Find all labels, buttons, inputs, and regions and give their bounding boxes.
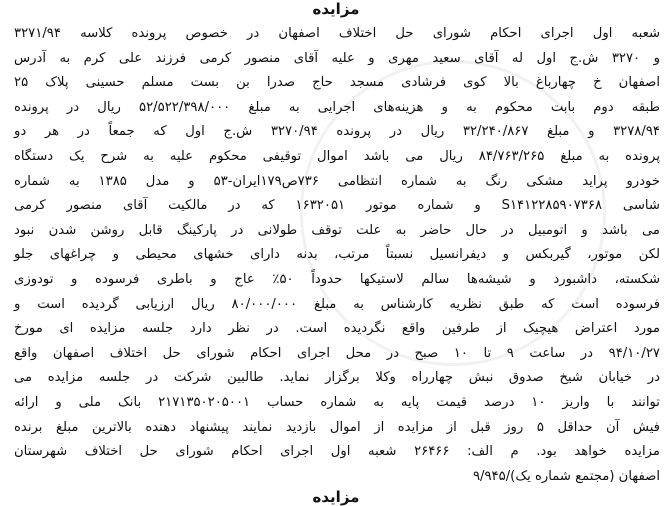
body-line: خودرو پراید مشکی رنگ به شماره انتظامی ۷۳۶ص۱۷۹ایران-۵۳ و مدل ۱۳۸۵ به شماره [14,173,660,189]
body-line: پرونده به مبلغ ۸۴/۷۶۳/۲۶۵ ریال می باشد اموال توقیفی محکوم علیه به شرح یک دستگاه [14,148,660,164]
body-line: توانند با واریز ۱۰ درصد قیمت پایه به شماره حساب ۲۱۷۱۳۵۰۲۰۵۰۰۱ بانک ملی و ارائه [14,394,660,410]
body-line: ۳۲۷۸/۹۴ و مبلغ ۳۲/۲۴۰/۸۶۷ ریال در پرونده ۳۲۷۰/۹۴ ش.ج اول که جمعاً در هر دو [14,124,661,140]
body-line: مزایده خواهد بود. م الف: ۲۶۴۶۶ شعبه اول اجرای احکام شورای حل اختلاف شهرستان [14,444,660,460]
body-line: در خیابان شیخ صدوق نبش چهارراه وکلا برگزار نماید. طالبین شرکت در جلسه مزایده می [14,370,660,386]
body-line: می باشد و اتومبیل در حال حاضر به علت توقف طولانی در پارکینگ قابل روشن شدن نبود [14,222,660,238]
body-line: اصفهان خ چهارباغ بالا کوی فرشادی مسجد حاج صدرا بن بست مسلم حسینی پلاک ۲۵ [14,75,660,91]
document-body [14,22,660,489]
body-line: مورد اعتراض هیچیک از طرفین واقع نگردیده است. در نظر دارد جلسه مزایده ای مورخ [14,321,660,337]
body-line: و ۳۲۷۰ ش.ج اول له آقای سعید مهری و علیه آقای منصور کرمی فرزند علی کرم به آدرس [14,50,660,66]
body-line: شاسی S۱۴۱۲۲۸۵۹۰۷۳۶۸ و شماره موتور ۱۶۳۲۰۵۱ که در مالکیت آقای منصور کرمی [14,198,660,214]
body-line: طبقه دوم بابت محکوم به و هزینه‌های اجرایی به مبلغ ۵۲/۵۲۲/۳۹۸/۰۰۰ ریال در پرونده [14,99,660,115]
body-line: شکسته، داشبورد و شیشه‌ها سالم لاستیکها حدوداً ۵۰٪ عاج و باطری فرسوده و تودوزی [14,271,661,287]
body-line: فرسوده است که طبق نظریه کارشناس به مبلغ ۸۰/۰۰۰/۰۰۰ ریال ارزیابی گردیده است و [14,296,661,312]
body-line: اصفهان (مجتمع شماره یک)/۹/۹۴۵ [472,468,660,484]
body-line: فیش آن حداقل ۵ روز قبل از مزایده از اموال بازدید نمایند پیشنهاد دهنده بالاترین مبلغ برنده [14,419,660,435]
body-line: لکن موتور، گیربکس و دیفرانسیل نسبتاً مرتب، بدنه دارای خشهای محیطی و چراغهای جلو [14,247,660,263]
document-title: مزایده [312,0,360,18]
body-line: شعبه اول اجرای احکام شورای حل اختلاف اصفهان در خصوص پرونده کلاسه ۳۲۷۱/۹۴ [14,26,660,41]
next-notice-title: مزایده [312,488,360,506]
body-line: ۹۴/۱۰/۲۷ در ساعت ۹ تا ۱۰ صبح در محل اجرای احکام شورای حل اختلاف اصفهان واقع [14,345,660,361]
